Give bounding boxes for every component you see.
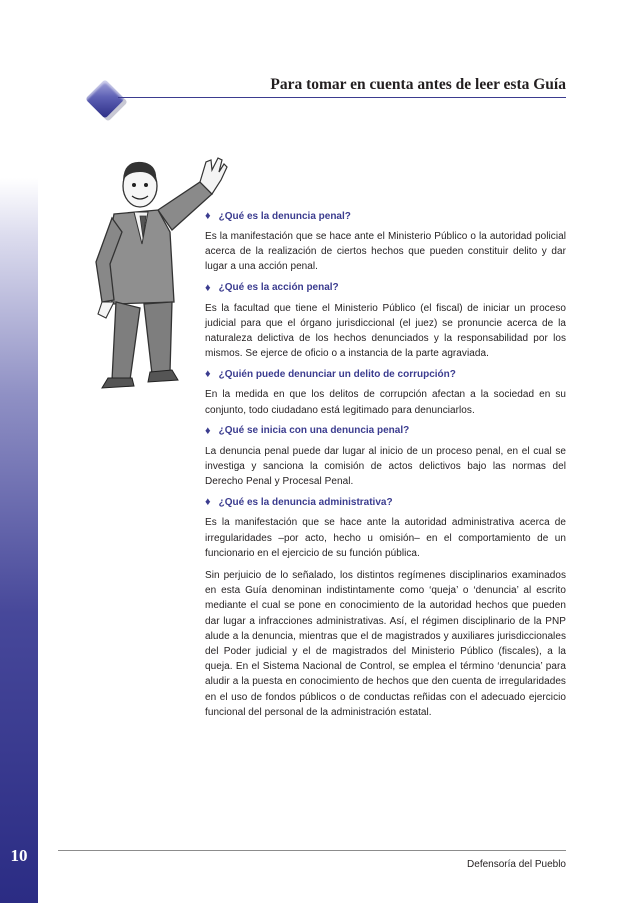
content-column	[205, 210, 566, 727]
section-quien-denuncia	[205, 368, 566, 417]
section-inicio-denuncia	[205, 425, 566, 490]
question-heading	[205, 282, 566, 294]
diamond-bullet-icon: ♦	[205, 368, 211, 381]
question-heading	[205, 210, 566, 222]
question-text: ¿Quién puede denunciar un delito de corrupción?	[218, 368, 456, 380]
answer-paragraph: Es la manifestación que se hace ante el Ministerio Público o la autoridad policial acerca de la realización de ciertos hechos que pueden constituir delito y dar lugar a una acción penal.	[205, 231, 566, 273]
header-divider	[118, 97, 566, 98]
answer-paragraph: Es la manifestación que se hace ante la autoridad administrativa acerca de irregularidades –por acto, hecho u omisión– en el comportamiento de un funcionario en el ejercicio de su función pública.	[205, 517, 566, 559]
footer-divider	[58, 850, 566, 851]
question-heading	[205, 368, 566, 380]
diamond-bullet-icon: ♦	[205, 424, 211, 437]
answer-paragraph: En la medida en que los delitos de corrupción afectan a la sociedad en su conjunto, todo ciudadano está legitimado para denunciarlos.	[205, 389, 566, 416]
diamond-icon	[84, 78, 128, 122]
question-text: ¿Qué es la denuncia penal?	[218, 210, 351, 222]
side-color-bar	[0, 178, 38, 903]
question-text: ¿Qué es la acción penal?	[218, 282, 339, 294]
section-denuncia-penal	[205, 210, 566, 275]
question-heading	[205, 496, 566, 508]
diamond-bullet-icon: ♦	[205, 281, 211, 294]
diamond-bullet-icon: ♦	[205, 210, 211, 222]
diamond-bullet-icon: ♦	[205, 496, 211, 509]
section-accion-penal	[205, 282, 566, 362]
question-text: ¿Qué se inicia con una denuncia penal?	[218, 425, 410, 437]
answer-paragraph: La denuncia penal puede dar lugar al inicio de un proceso penal, en el cual se investiga y sanciona la comisión de actos delictivos bajo las normas del Derecho Penal y Procesal Penal.	[205, 445, 566, 488]
section-denuncia-administrativa	[205, 496, 566, 720]
question-text: ¿Qué es la denuncia administrativa?	[218, 496, 393, 508]
page-number: 10	[10, 846, 28, 865]
page-title: Para tomar en cuenta antes de leer esta Guía	[270, 76, 566, 93]
question-heading	[205, 425, 566, 437]
footer-publisher: Defensoría del Pueblo	[467, 859, 566, 870]
answer-paragraph: Sin perjuicio de lo señalado, los distintos regímenes disciplinarios examinados en esta Guía denominan indistintamente como ‘queja’ o ‘denuncia’ al escrito mediante el cual se pone en conocimiento de la autoridad hechos que pueden dar lugar a infracciones administrativas. Así, el régimen disciplinario de la PNP alude a la denuncia, mientras que el de magistrados y auxiliares jurisdiccionales del Poder judicial y el de magistrados del Ministerio Público (fiscales), a la queja. En el Sistema Nacional de Control, se emplea el término ‘denuncia’ para aludir a la puesta en conocimiento de hechos que den cuenta de irregularidades en el uso de fondos públicos o de conductas reñidas con el adecuado ejercicio funcional del personal de la administración estatal.	[205, 570, 566, 718]
answer-paragraph: Es la facultad que tiene el Ministerio Público (el fiscal) de iniciar un proceso judicial para que el órgano jurisdiccional (el juez) se pronuncie acerca de la naturaleza delictiva de los hechos denunciados y la responsabilidad por los mismos. Se ejerce de oficio o a instancia de la parte agraviada.	[205, 302, 566, 360]
